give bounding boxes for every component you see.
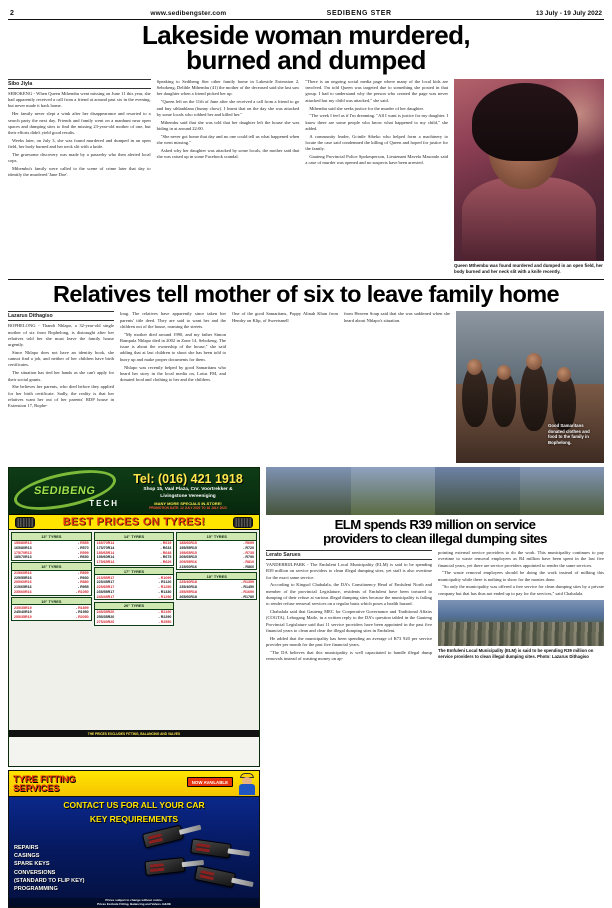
key-fob-icon-3 bbox=[144, 857, 185, 876]
ad-key-service-list bbox=[9, 841, 105, 893]
price-block bbox=[11, 597, 92, 621]
tyre-size: 225/45R17 bbox=[96, 580, 115, 585]
tyre-size: 245/45R17 bbox=[96, 594, 115, 599]
price-row bbox=[95, 620, 174, 625]
tyre-price: - R2190 bbox=[158, 610, 172, 615]
column-2 bbox=[120, 311, 226, 463]
list-item: CONVERSIONS bbox=[14, 869, 56, 876]
tyre-size: 215/65R16 bbox=[14, 585, 32, 590]
tyre-size: 225/65R17 bbox=[96, 585, 115, 590]
tyre-price: - R1050 bbox=[75, 590, 89, 595]
body-text: pointing external service providers to do the work. This municipality continues to pay overtime to waste removal employees as R4 million have been spent in the last five financial years, yet there are service providers appointed to render the same services. "The waste removal employees should be doing the work instead of milking this municipality while there is nothing to show for the monies done. "So only the municipality was offered a free service for clean dumping sites by a private company but that has thus not ended up to pay for the services," said Chabalala. bbox=[438, 550, 604, 596]
ad-sedibeng-tech-tyres[interactable] bbox=[8, 467, 260, 767]
tyre-size: 235/35R19 bbox=[14, 605, 32, 610]
price-block bbox=[94, 532, 175, 565]
tyre-icon-right bbox=[233, 517, 253, 528]
headline: Relatives tell mother of six to leave family home bbox=[52, 281, 560, 308]
tyre-size: 265/60R18 bbox=[179, 594, 197, 599]
price-block bbox=[176, 532, 257, 570]
tyre-size: 205/65R15 bbox=[179, 555, 197, 560]
column-2 bbox=[157, 79, 300, 274]
list-item: CASINGS bbox=[14, 853, 40, 860]
tyre-price: - R860 bbox=[243, 564, 255, 569]
body-text: "There is an ongoing social media page where many of the local kids are involved. I'm told Queen was targeted due to something she posted in that group. I had to understand why the person who created the page was never attacked but my child was attacked," she said. Mthembu said she seeks justice for the murder of her daughter. "The week I feel as if I'm dreaming. "All I want is justice for my daughter. I know there are some people who know what happened to my child," she added. A community leader, Gcinile Sibeko who helped form a machinery to locate the case said condemned the killing of Queen and hoped for justice for the family. Gauteng Provincial Police Spokesperson, Lieutenant Mavela Masondo said a case of murder was opened and no suspects have been arrested. bbox=[305, 78, 449, 166]
price-block bbox=[11, 562, 92, 595]
ad-car-key-services[interactable] bbox=[8, 770, 260, 908]
headline-line-2: burned and dumped bbox=[186, 45, 426, 76]
tyre-size: 235/40R18 bbox=[179, 585, 197, 590]
tyre-price: - R1690 bbox=[241, 590, 255, 595]
publication-title: SEDIBENG STER bbox=[326, 10, 392, 17]
body-text: One of the good Samaritans, Poppy Alinah Khan from Hendry on Klip, of Sweetsmell bbox=[232, 311, 338, 323]
price-block-title: 16" TYRES bbox=[12, 563, 91, 570]
story-columns bbox=[8, 311, 604, 463]
price-block-title: 15" TYRES bbox=[177, 533, 256, 540]
tyre-size: 175/70R14 bbox=[96, 545, 115, 550]
price-block-title: 13" TYRES bbox=[12, 533, 91, 540]
column-4 bbox=[344, 311, 450, 463]
tyre-size: 255/35R19 bbox=[14, 615, 32, 620]
photo-dumping-site-top bbox=[266, 467, 604, 515]
ad-disclaimer: THE PRICES EXCLUDES FITTING, BALANCING AND VALVES bbox=[9, 730, 259, 736]
list-item: PROGRAMMING bbox=[14, 885, 58, 892]
tyre-price: - R955 bbox=[77, 585, 89, 590]
ad-address-line-2: Livingstone Vereeniging bbox=[160, 493, 216, 499]
photo-caption: Queen Mthembu was found murdered and dumped in an open field, her body burned and her neck slit with a knife recently. bbox=[454, 262, 603, 274]
tyre-size: 235/55R17 bbox=[96, 590, 115, 595]
tyre-size: 215/60R16 bbox=[179, 564, 197, 569]
body-text: Speaking to Sedibeng Ster other family home in Lakeside Extension 2, Sebokeng, Delihle Mthembu (41) the mother of the deceased said she last saw her daughter when a friend picked her up. "Queen left on the 11th of June after she received a call from a friend to go and buy sihlanhlana (bunny chow). I learnt that on the day she was attacked by some locals who robbed her and killed her." Mthembu said that she was told that her daughter left the house she was hiding in at around 22:00. "She never got home that day and no one could tell us what happened when she went missing." Asked why her daughter was attacked by some locals, the mother said that she was raised up in some Facebook scandal. bbox=[156, 78, 300, 159]
tyre-size: 175/70R13 bbox=[14, 550, 32, 555]
ad-key-footer bbox=[9, 898, 259, 908]
page-number: 2 bbox=[10, 10, 14, 17]
tyre-size: 165/80R13 bbox=[14, 545, 32, 550]
price-block bbox=[176, 572, 257, 600]
tyre-size: 215/55R17 bbox=[96, 575, 115, 580]
headline-line-1: Lakeside woman murdered, bbox=[141, 20, 471, 50]
tyre-price: - R790 bbox=[243, 555, 255, 560]
ad-promo-dates: PROMOTION DATE: 12 JULY 2022 TO 18 JULY 2022 bbox=[149, 506, 227, 511]
mechanic-icon bbox=[238, 773, 256, 795]
logo-brand-top: SEDIBENG bbox=[33, 485, 97, 498]
car-key-illustration bbox=[125, 823, 255, 893]
sedibeng-tech-logo bbox=[9, 469, 121, 513]
byline: Sibo Jiyla bbox=[8, 79, 151, 89]
price-row bbox=[177, 595, 256, 600]
body-text: SEBOKENG - When Queen Mthembu went missing on June 11 this year, she had apparently received a call from a friend at around past six in the evening, but never made it back home. Her family never slept a wink after her disappearance and resorted to a search party the next day. Friends and family went on a manhunt near open spaces and dumping sites to find the missing 23-year-old mother of one, but their efforts didn't yield good results. Weeks later, on July 3, she was found murdered and dumped in an open field, her body burned and her neck slit with a knife. The gruesome discovery was made by a passerby who then alerted local cops. Mthembu's family were called to the scene of crime later that day to identify the murdered 'Jane Doe'. bbox=[8, 90, 151, 178]
body-text: VANDERBIJLPARK - The Emfuleni Local Municipality (ELM) is said to be spending R39 million on service providers to clean illegal dumping sites, yet staff is also overtime for the exact same service. According to Kingsol Chabalala, the DA's Constituency Head of Emfuleni North and member of the provincial Legislature, residents of Emfuleni have been tortured to dumping of their refuse at various illegal dumping sites because the municipality is failing to render refuse removal services on a regular basis which poses a health hazard. Chabalala said that Gauteng MEC for Cooperative Governance and Traditional Affairs (COGTA), Lebogang Maile, in a written reply to the DA's question tabled in the Gauteng Provincial Legislature said that 11 service providers have been appointed in the past five financial years to clean and clear the illegal dumping sites in Emfuleni. He added that the municipality has been spending an average of R73 920 per service provider per month for the past five financial years. "The DA believes that this municipality is well capacitated to handle illegal dump removals instead of wasting money on ap- bbox=[266, 562, 432, 661]
column-1 bbox=[8, 79, 151, 274]
price-block-title: 20" TYRES bbox=[95, 603, 174, 610]
tyre-price: - R599 bbox=[77, 550, 89, 555]
issue-date: 13 July - 19 July 2022 bbox=[535, 10, 602, 17]
masthead bbox=[8, 0, 604, 20]
ad-contact-block bbox=[121, 473, 259, 510]
price-row bbox=[95, 560, 174, 565]
tyre-price: - R1120 bbox=[158, 580, 172, 585]
photo-block bbox=[454, 79, 604, 274]
photo-subject-hair bbox=[472, 83, 578, 161]
price-row bbox=[12, 615, 91, 620]
byline: Lerato Sarues bbox=[266, 550, 432, 560]
tyre-size: 255/55R18 bbox=[179, 590, 197, 595]
story-elm bbox=[266, 518, 604, 663]
ad-header bbox=[9, 468, 259, 514]
photo-subject-body bbox=[462, 177, 596, 261]
headline-line-1: ELM spends R39 million on service bbox=[334, 517, 536, 533]
tyre-size: 225/55R16 bbox=[14, 575, 32, 580]
tyre-size: 195/65R15 bbox=[179, 550, 197, 555]
body-text: from Heaven Soup said that she was saddened when she heard about Nhlapo's situation. bbox=[344, 311, 450, 323]
tyre-size: 205/60R16 bbox=[14, 580, 32, 585]
ad-banner-text: BEST PRICES ON TYRES! bbox=[62, 516, 206, 529]
tyre-price: - R2290 bbox=[158, 615, 172, 620]
tyre-price: - R899 bbox=[77, 570, 89, 575]
ad-banner bbox=[9, 514, 259, 530]
story-elm-column bbox=[266, 467, 604, 908]
body-text: BOPHELONG - Thandi Nhlapo, a 32-year-old single mother of six from Bophelong, is distraught after her relatives told her she must leave the family house urgently. Since Nhlapo does not have an identity book, she cannot find a job, and neither of her children have birth certificates. The situation has tied her hands as she can't apply for their social grants. She believes her parents, who died before they applied for her birth certificate. Sadly, the reality is that her relatives want her out of her parents' RDP house in Extension 17, Bophe- bbox=[8, 323, 114, 409]
ad-address-line-1: Shop 15, Vaal Plaza, Cnr. Voortrekker & bbox=[143, 486, 233, 492]
photo-block bbox=[456, 311, 604, 463]
tyre-price: - R570 bbox=[77, 545, 89, 550]
tyre-price: - R1950 bbox=[75, 610, 89, 615]
tyre-price: - R2050 bbox=[75, 615, 89, 620]
ad-key-headline-1: TYRE FITTING bbox=[13, 773, 76, 785]
column-1 bbox=[266, 550, 432, 663]
photo-overlay-caption: Good Samaritans donated clothes and food to the family in Bophelong. bbox=[548, 423, 590, 445]
ad-specials-note: MANY MORE SPECIALS IN-STORE! bbox=[154, 500, 222, 506]
tyre-price: - R675 bbox=[160, 555, 172, 560]
tyre-price: - R1450 bbox=[241, 585, 255, 590]
tyre-size: 185/65R14 bbox=[96, 550, 115, 555]
tyre-price: - R1399 bbox=[241, 580, 255, 585]
tyre-price: - R1899 bbox=[75, 605, 89, 610]
body-text: long. The relatives have apparently since taken her parents' title deed. They are said to want her and the children out of the house, roaming the streets. "My mother died around 1990, and my father Simon Rampula Nhlapo died in 2002 in Zone 14, Sebokeng. The issue is about the ownership of the house," she said adding that at last children to shoot she has been told to hurry up and make proper documents for them. Nhlapo was recently helped by good Samaritans who heard her story in the local media on, Lotus FM, and donated food and clothing to her and the children. bbox=[120, 311, 226, 383]
ad-key-badge: NOW AVAILABLE bbox=[187, 777, 233, 787]
advertising-column bbox=[8, 467, 260, 908]
tyre-size: 235/60R16 bbox=[14, 590, 32, 595]
photo-dumping-site-bottom bbox=[438, 600, 604, 646]
tyre-price: - R1250 bbox=[158, 585, 172, 590]
key-fob-icon-2 bbox=[190, 839, 232, 859]
ad-key-header bbox=[9, 771, 259, 797]
byline: Lazarus Dithagiso bbox=[8, 311, 114, 321]
price-row bbox=[95, 595, 174, 600]
tyre-price: - R633 bbox=[160, 545, 172, 550]
tyre-price: - R2550 bbox=[158, 620, 172, 625]
torso-shape bbox=[239, 784, 255, 795]
tyre-size: 155/80R13 bbox=[14, 540, 32, 545]
photo-segment-4 bbox=[520, 467, 605, 515]
price-column-3 bbox=[176, 532, 257, 728]
tyre-size: 255/35R20 bbox=[96, 615, 115, 620]
tyre-size: 245/35R20 bbox=[96, 610, 115, 615]
price-block-title: 19" TYRES bbox=[12, 598, 91, 605]
ad-key-footer-line-2: Prices Exclude Fitting, Balancing and Valves. E&OE bbox=[97, 901, 171, 906]
tyre-price: - R619 bbox=[160, 540, 172, 545]
key-fob-icon-4 bbox=[194, 865, 236, 888]
price-column-2 bbox=[94, 532, 175, 728]
list-item: (STANDARD TO FLIP KEY) bbox=[14, 877, 85, 884]
photo-caption: The Emfuleni Local Municipality (ELM) is said to be spending R39 million on service providers to clean illegal dumping sites. Photo: Lazarus Dithagiso bbox=[438, 647, 594, 659]
photo-family-bophelong bbox=[456, 311, 604, 463]
ad-phone-number[interactable]: Tel: (016) 421 1918 bbox=[133, 471, 243, 486]
column-2 bbox=[438, 550, 604, 663]
price-row bbox=[177, 565, 256, 570]
tyre-price: - R1330 bbox=[158, 590, 172, 595]
story-relatives bbox=[8, 280, 604, 463]
tyre-size: 245/40R19 bbox=[14, 610, 32, 615]
tyre-price: - R699 bbox=[243, 540, 255, 545]
price-column-1 bbox=[11, 532, 92, 728]
tyre-icon-left bbox=[15, 517, 35, 528]
photo-person-3 bbox=[520, 361, 548, 431]
tyre-price: - R930 bbox=[77, 575, 89, 580]
photo-queen-mthembu bbox=[454, 79, 604, 261]
tyre-size: 165/70R14 bbox=[96, 540, 115, 545]
photo-segment-2 bbox=[351, 467, 436, 515]
tyre-size: 205/55R16 bbox=[179, 560, 197, 565]
price-block bbox=[11, 532, 92, 560]
tyre-price: - R555 bbox=[77, 540, 89, 545]
story-columns bbox=[266, 550, 604, 663]
tyre-size: 195/60R14 bbox=[96, 555, 115, 560]
tyre-size: 175/65R14 bbox=[96, 560, 115, 565]
tyre-price: - R629 bbox=[160, 560, 172, 565]
story-columns bbox=[8, 79, 604, 274]
tyre-size: 185/60R15 bbox=[179, 540, 197, 545]
price-row bbox=[12, 555, 91, 560]
ad-key-footer-line-1: Prices subject to change without notice. bbox=[105, 897, 163, 902]
tyre-price-table bbox=[9, 530, 259, 730]
list-item: SPARE KEYS bbox=[14, 861, 50, 868]
ad-key-title-1: CONTACT US FOR ALL YOUR CAR bbox=[63, 800, 205, 811]
tyre-price: - R720 bbox=[243, 545, 255, 550]
photo-segment-1 bbox=[266, 467, 351, 515]
tyre-price: - R1099 bbox=[158, 575, 172, 580]
tyre-size: 215/60R16 bbox=[14, 570, 32, 575]
tyre-price: - R1780 bbox=[241, 594, 255, 599]
tyre-price: - R1290 bbox=[158, 594, 172, 599]
photo-segment-3 bbox=[435, 467, 520, 515]
column-3 bbox=[305, 79, 448, 274]
column-1 bbox=[8, 311, 114, 463]
website-url[interactable]: www.sedibengster.com bbox=[150, 10, 227, 17]
list-item: REPAIRS bbox=[14, 845, 39, 852]
lower-section bbox=[8, 467, 604, 908]
headline-line-2: providers to clean illegal dumping sites bbox=[323, 531, 547, 547]
price-block-title: 14" TYRES bbox=[95, 533, 174, 540]
tyre-price: - R650 bbox=[77, 555, 89, 560]
tyre-size: 185/70R13 bbox=[14, 555, 32, 560]
price-block-title: 17" TYRES bbox=[95, 568, 174, 575]
key-fob-icon-1 bbox=[142, 825, 184, 849]
tyre-price: - R648 bbox=[160, 550, 172, 555]
tyre-price: - R880 bbox=[77, 580, 89, 585]
story-lakeside-murder bbox=[8, 20, 604, 274]
price-block-title: 18" TYRES bbox=[177, 573, 256, 580]
price-block bbox=[94, 567, 175, 600]
ad-key-headline-2: SERVICES bbox=[13, 782, 60, 794]
column-3 bbox=[232, 311, 338, 463]
price-row bbox=[12, 590, 91, 595]
tyre-size: 225/40R18 bbox=[179, 580, 197, 585]
tyre-size: 275/40R20 bbox=[96, 620, 115, 625]
tyre-size: 195/55R15 bbox=[179, 545, 197, 550]
logo-brand-bottom: TECH bbox=[89, 499, 119, 509]
tyre-price: - R810 bbox=[243, 560, 255, 565]
photo-refuse-pile bbox=[438, 622, 604, 646]
tyre-price: - R735 bbox=[243, 550, 255, 555]
price-block bbox=[94, 602, 175, 626]
ad-key-title-2: KEY REQUIREMENTS bbox=[89, 814, 179, 825]
